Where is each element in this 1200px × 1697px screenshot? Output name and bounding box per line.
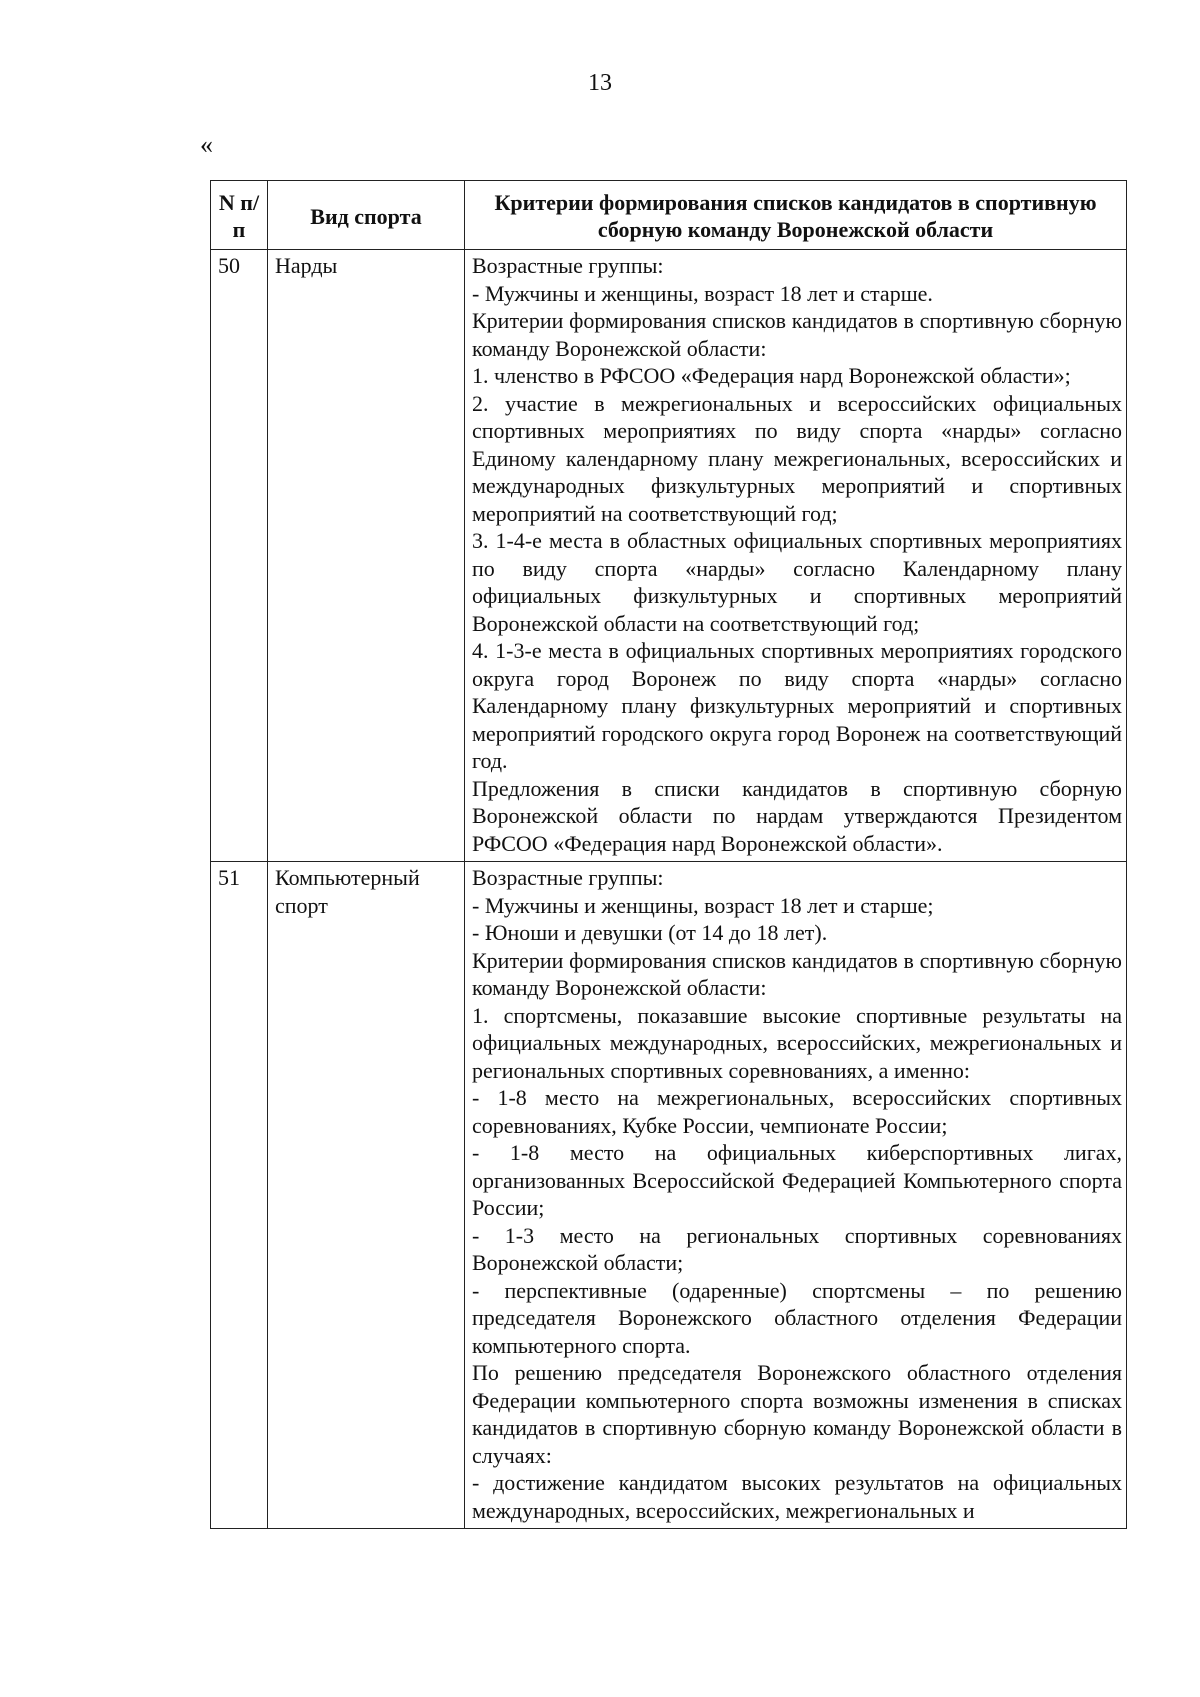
page-number: 13 [588, 70, 612, 96]
criteria-line: 2. участие в межрегиональных и всероссийских официальных спортивных мероприятиях по виду спорта «нарды» согласно Единому календарному плану межрегиональных, всероссийских и международных физкультурных мероприятий и спортивных мероприятий на соответствующий год; [472, 390, 1122, 526]
criteria-line: Возрастные группы: [472, 253, 664, 278]
criteria-table [210, 180, 1127, 1529]
criteria-line: 1. членство в РФСОО «Федерация нард Воронежской области»; [472, 363, 1071, 388]
criteria-line: - достижение кандидатом высоких результатов на официальных международных, всероссийских, межрегиональных и [472, 1470, 1122, 1523]
row-criteria [465, 250, 1127, 862]
criteria-line: - 1-8 место на официальных киберспортивных лигах, организованных Всероссийской Федерацией Компьютерного спорта России; [472, 1140, 1122, 1220]
criteria-line: 3. 1-4-е места в областных официальных спортивных мероприятиях по виду спорта «нарды» согласно Календарному плану официальных физкультурных и спортивных мероприятий Воронежской области на соответствующий год; [472, 528, 1122, 636]
criteria-line: - 1-3 место на региональных спортивных соревнованиях Воронежской области; [472, 1222, 1122, 1275]
row-number: 50 [211, 250, 268, 862]
criteria-line: Критерии формирования списков кандидатов в спортивную сборную команду Воронежской области: [472, 947, 1122, 1000]
criteria-line: Возрастные группы: [472, 865, 664, 890]
row-sport: Нарды [268, 250, 465, 862]
opening-quote: « [200, 130, 213, 159]
table-row [211, 250, 1127, 862]
criteria-line: - Юноши и девушки (от 14 до 18 лет). [472, 920, 828, 945]
criteria-line: - перспективные (одаренные) спортсмены – по решению председателя Воронежского областного отделения Федерации компьютерного спорта. [472, 1277, 1122, 1358]
row-sport: Компьютерный спорт [268, 862, 465, 1529]
header-sport: Вид спорта [268, 181, 465, 250]
row-number: 51 [211, 862, 268, 1529]
criteria-line: Критерии формирования списков кандидатов в спортивную сборную команду Воронежской области: [472, 308, 1122, 361]
criteria-line: - Мужчины и женщины, возраст 18 лет и старше; [472, 892, 934, 918]
criteria-line: - Мужчины и женщины, возраст 18 лет и старше. [472, 280, 933, 306]
criteria-line: 4. 1-3-е места в официальных спортивных мероприятиях городского округа город Воронеж по виду спорта «нарды» согласно Календарному плану физкультурных мероприятий и спортивных мероприятий городского округа город Воронеж на соответствующий год. [472, 638, 1122, 773]
table-row [211, 862, 1127, 1529]
criteria-line: 1. спортсмены, показавшие высокие спортивные результаты на официальных международных, всероссийских, межрегиональных и региональных спортивных соревнованиях, а именно: [472, 1002, 1122, 1083]
header-criteria: Критерии формирования списков кандидатов в спортивную сборную команду Воронежской области [465, 181, 1127, 250]
row-criteria [465, 862, 1127, 1529]
criteria-line: По решению председателя Воронежского областного отделения Федерации компьютерного спорта возможны изменения в списках кандидатов в спортивную сборную команду Воронежской области в случаях: [472, 1360, 1122, 1468]
header-number: N п/п [211, 181, 268, 250]
criteria-line: Предложения в списки кандидатов в спортивную сборную Воронежской области по нардам утверждаются Президентом РФСОО «Федерация нард Воронежской области». [472, 775, 1122, 856]
table-header-row [211, 181, 1127, 250]
criteria-line: - 1-8 место на межрегиональных, всероссийских спортивных соревнованиях, Кубке России, чемпионате России; [472, 1085, 1122, 1138]
